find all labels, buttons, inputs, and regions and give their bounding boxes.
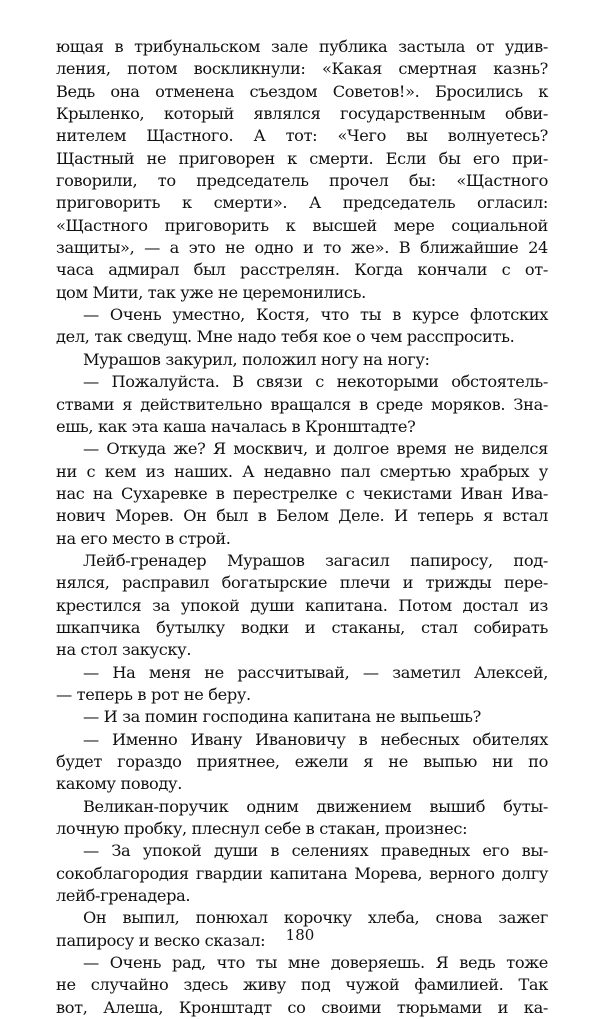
text-line: говорили, то председатель прочел бы: «Щастного	[56, 171, 548, 191]
text-line: — Откуда же? Я москвич, и долгое время не виделся	[83, 439, 548, 459]
page-number: 180	[285, 926, 315, 944]
text-line: крестился за упокой души капитана. Потом достал из	[56, 595, 548, 615]
text-line: — Пожалуйста. В связи с некоторыми обстоятель-	[83, 372, 548, 392]
text-line: нас на Сухаревке в перестрелке с чекистами Иван Ива-	[56, 483, 548, 503]
text-line: Великан-поручик одним движением вышиб буты-	[83, 796, 548, 816]
text-line: ни с кем из наших. А недавно пал смертью храбрых у	[56, 461, 548, 481]
text-line: Крыленко, который являлся государственным обви-	[56, 104, 548, 124]
book-page-body	[56, 36, 548, 1019]
text-line: лейб-гренадера.	[56, 886, 191, 906]
text-line: — За упокой души в селениях праведных его вы-	[83, 841, 548, 861]
text-line: Лейб-гренадер Мурашов загасил папиросу, под-	[83, 550, 548, 570]
text-line: на его место в строй.	[56, 528, 231, 548]
text-line: нович Морев. Он был в Белом Деле. И теперь я встал	[56, 506, 548, 526]
text-line: нялся, расправил богатырские плечи и трижды пере-	[56, 573, 548, 593]
text-line: приговорить к смерти». А председатель огласил:	[56, 193, 548, 213]
text-line: цом Мити, так уже не церемонились.	[56, 282, 366, 302]
text-line: папиросу и веско сказал:	[56, 930, 266, 950]
text-line: Щастный не приговорен к смерти. Если бы его при-	[56, 148, 548, 168]
text-line: защиты», — а это не одно и то же». В ближайшие 24	[56, 238, 548, 258]
text-line: — теперь в рот не беру.	[56, 684, 251, 704]
text-line: вот, Алеша, Кронштадт со своими тюрьмами и ка-	[56, 997, 548, 1017]
text-line: — Очень уместно, Костя, что ты в курсе флотских	[83, 305, 548, 325]
text-line: Ведь она отменена съездом Советов!». Бросились к	[56, 81, 548, 101]
text-line: — Очень рад, что ты мне доверяешь. Я ведь тоже	[83, 953, 548, 973]
text-line: «Щастного приговорить к высшей мере социальной	[56, 215, 548, 235]
text-line: лочную пробку, плеснул себе в стакан, произнес:	[56, 819, 468, 839]
text-line: — На меня не рассчитывай, — заметил Алексей,	[83, 662, 548, 682]
text-line: ешь, как эта каша началась в Кронштадте?	[56, 416, 416, 436]
text-line: сокоблагородия гвардии капитана Морева, верного долгу	[56, 863, 548, 883]
text-line: ствами я действительно вращался в среде моряков. Зна-	[56, 394, 548, 414]
text-line: часа адмирал был расстрелян. Когда кончали с от-	[56, 260, 548, 280]
text-line: ления, потом воскликнули: «Какая смертная казнь?	[56, 59, 548, 79]
text-line: нителем Щастного. А тот: «Чего вы волнуетесь?	[56, 126, 548, 146]
text-line: будет гораздо приятнее, ежели я не выпью ни по	[56, 752, 548, 771]
text-line: Он выпил, понюхал корочку хлеба, снова зажег	[83, 908, 548, 928]
text-line: не случайно здесь живу под чужой фамилией. Так	[56, 975, 548, 995]
text-line: какому поводу.	[56, 774, 183, 794]
text-line: на стол закуску.	[56, 640, 192, 660]
text-line: ющая в трибунальском зале публика застыла от удив-	[56, 37, 548, 56]
text-line: Мурашов закурил, положил ногу на ногу:	[83, 349, 430, 369]
text-line: дел, так сведущ. Мне надо тебя кое о чем расспросить.	[56, 327, 515, 347]
text-line: — Именно Ивану Ивановичу в небесных обителях	[83, 729, 548, 749]
text-line: — И за помин господина капитана не выпьешь?	[83, 707, 481, 727]
text-line: шкапчика бутылку водки и стаканы, стал собирать	[56, 617, 548, 637]
